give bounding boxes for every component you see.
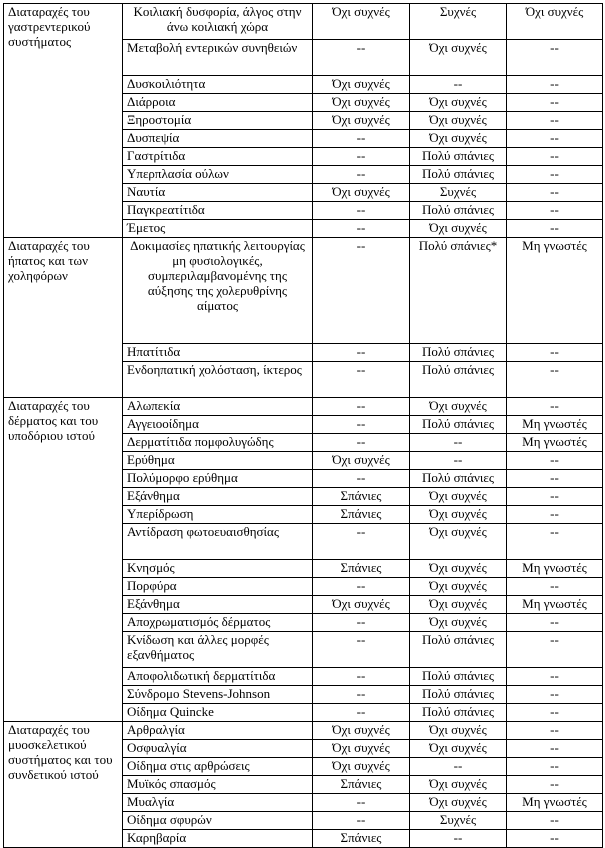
- organ-class-cell: Διαταραχές του μυοσκελετικού συστήματος και του συνδετικού ιστού: [4, 722, 123, 848]
- frequency-cell-col2: Όχι συχνές: [313, 758, 410, 776]
- adverse-reaction-cell: Οίδημα σφυρών: [123, 812, 313, 830]
- frequency-cell-col4: --: [507, 812, 603, 830]
- frequency-cell-col4: --: [507, 614, 603, 632]
- frequency-cell-col2: Όχι συχνές: [313, 112, 410, 130]
- frequency-cell-col3: --: [410, 76, 507, 94]
- frequency-cell-col3: Πολύ σπάνιες: [410, 632, 507, 668]
- adverse-reaction-cell: Ηπατίτιδα: [123, 344, 313, 362]
- frequency-cell-col3: Όχι συχνές: [410, 524, 507, 560]
- frequency-cell-col2: --: [313, 668, 410, 686]
- frequency-cell-col4: --: [507, 398, 603, 416]
- adverse-reaction-cell: Οίδημα Quincke: [123, 704, 313, 722]
- adverse-reaction-cell: Ξηροστομία: [123, 112, 313, 130]
- adverse-reaction-cell: Πολύμορφο ερύθημα: [123, 470, 313, 488]
- frequency-cell-col4: --: [507, 578, 603, 596]
- frequency-cell-col4: --: [507, 202, 603, 220]
- frequency-cell-col3: Συχνές: [410, 184, 507, 202]
- adverse-reaction-cell: Οίδημα στις αρθρώσεις: [123, 758, 313, 776]
- frequency-cell-col3: Πολύ σπάνιες: [410, 686, 507, 704]
- frequency-cell-col4: --: [507, 686, 603, 704]
- frequency-cell-col4: --: [507, 830, 603, 848]
- frequency-cell-col4: Όχι συχνές: [507, 4, 603, 40]
- frequency-cell-col3: Όχι συχνές: [410, 40, 507, 76]
- organ-class-cell: Διαταραχές του γαστρεντερικού συστήματος: [4, 4, 123, 238]
- adverse-reaction-cell: Κνίδωση και άλλες μορφές εξανθήματος: [123, 632, 313, 668]
- frequency-cell-col4: --: [507, 40, 603, 76]
- frequency-cell-col2: --: [313, 812, 410, 830]
- frequency-cell-col3: --: [410, 830, 507, 848]
- adverse-reaction-cell: Δοκιμασίες ηπατικής λειτουργίας μη φυσιολογικές, συμπεριλαμβανομένης της αύξησης της χολερυθρίνης αίματος: [123, 238, 313, 344]
- frequency-cell-col4: --: [507, 166, 603, 184]
- frequency-cell-col2: --: [313, 344, 410, 362]
- frequency-cell-col3: --: [410, 434, 507, 452]
- frequency-cell-col3: Συχνές: [410, 4, 507, 40]
- adverse-reaction-cell: Γαστρίτιδα: [123, 148, 313, 166]
- organ-class-cell: Διαταραχές του ήπατος και των χοληφόρων: [4, 238, 123, 398]
- frequency-cell-col4: Μη γνωστές: [507, 794, 603, 812]
- frequency-cell-col3: Όχι συχνές: [410, 578, 507, 596]
- frequency-cell-col4: --: [507, 668, 603, 686]
- adverse-reaction-cell: Αλωπεκία: [123, 398, 313, 416]
- adverse-reaction-cell: Κοιλιακή δυσφορία, άλγος στην άνω κοιλιακή χώρα: [123, 4, 313, 40]
- adverse-reaction-cell: Διάρροια: [123, 94, 313, 112]
- frequency-cell-col3: Συχνές: [410, 812, 507, 830]
- frequency-cell-col4: --: [507, 470, 603, 488]
- frequency-cell-col2: --: [313, 614, 410, 632]
- adverse-reaction-cell: Εξάνθημα: [123, 596, 313, 614]
- frequency-cell-col3: Όχι συχνές: [410, 112, 507, 130]
- table-row: [4, 398, 603, 416]
- frequency-cell-col4: --: [507, 452, 603, 470]
- adverse-reaction-cell: Οσφυαλγία: [123, 740, 313, 758]
- frequency-cell-col3: Όχι συχνές: [410, 740, 507, 758]
- adverse-reaction-cell: Μυαλγία: [123, 794, 313, 812]
- frequency-cell-col2: --: [313, 704, 410, 722]
- frequency-cell-col2: Όχι συχνές: [313, 4, 410, 40]
- frequency-cell-col4: --: [507, 130, 603, 148]
- adverse-reaction-cell: Σύνδρομο Stevens-Johnson: [123, 686, 313, 704]
- frequency-cell-col4: --: [507, 704, 603, 722]
- adverse-reaction-cell: Παγκρεατίτιδα: [123, 202, 313, 220]
- frequency-cell-col3: Πολύ σπάνιες: [410, 416, 507, 434]
- frequency-cell-col2: Όχι συχνές: [313, 94, 410, 112]
- frequency-cell-col2: --: [313, 794, 410, 812]
- frequency-cell-col2: Όχι συχνές: [313, 76, 410, 94]
- frequency-cell-col3: Πολύ σπάνιες: [410, 148, 507, 166]
- frequency-cell-col3: Πολύ σπάνιες: [410, 344, 507, 362]
- frequency-cell-col2: --: [313, 362, 410, 398]
- adverse-reaction-cell: Μυϊκός σπασμός: [123, 776, 313, 794]
- adverse-reaction-cell: Ενδοηπατική χολόσταση, ίκτερος: [123, 362, 313, 398]
- frequency-cell-col2: --: [313, 238, 410, 344]
- adverse-reaction-cell: Δερματίτιδα πομφολυγώδης: [123, 434, 313, 452]
- frequency-cell-col4: --: [507, 112, 603, 130]
- frequency-cell-col2: --: [313, 148, 410, 166]
- adverse-reaction-cell: Ερύθημα: [123, 452, 313, 470]
- frequency-cell-col3: Πολύ σπάνιες*: [410, 238, 507, 344]
- frequency-cell-col3: Πολύ σπάνιες: [410, 202, 507, 220]
- adverse-reaction-cell: Καρηβαρία: [123, 830, 313, 848]
- frequency-cell-col4: Μη γνωστές: [507, 560, 603, 578]
- adverse-reaction-cell: Κνησμός: [123, 560, 313, 578]
- table-row: [4, 238, 603, 344]
- table-row: [4, 4, 603, 40]
- frequency-cell-col2: Όχι συχνές: [313, 740, 410, 758]
- table-body: [4, 4, 603, 848]
- frequency-cell-col4: Μη γνωστές: [507, 416, 603, 434]
- frequency-cell-col3: Όχι συχνές: [410, 560, 507, 578]
- frequency-cell-col3: Πολύ σπάνιες: [410, 166, 507, 184]
- frequency-cell-col4: --: [507, 362, 603, 398]
- frequency-cell-col2: Όχι συχνές: [313, 722, 410, 740]
- frequency-cell-col2: Σπάνιες: [313, 560, 410, 578]
- frequency-cell-col2: Όχι συχνές: [313, 452, 410, 470]
- frequency-cell-col2: --: [313, 416, 410, 434]
- frequency-cell-col2: --: [313, 632, 410, 668]
- frequency-cell-col3: Όχι συχνές: [410, 220, 507, 238]
- adverse-reaction-cell: Δυσπεψία: [123, 130, 313, 148]
- frequency-cell-col4: --: [507, 740, 603, 758]
- frequency-cell-col4: --: [507, 184, 603, 202]
- frequency-cell-col2: --: [313, 470, 410, 488]
- frequency-cell-col3: Πολύ σπάνιες: [410, 362, 507, 398]
- frequency-cell-col3: Πολύ σπάνιες: [410, 470, 507, 488]
- adverse-reaction-cell: Αρθραλγία: [123, 722, 313, 740]
- frequency-cell-col3: Όχι συχνές: [410, 776, 507, 794]
- frequency-cell-col4: --: [507, 722, 603, 740]
- frequency-cell-col3: Όχι συχνές: [410, 596, 507, 614]
- frequency-cell-col4: --: [507, 506, 603, 524]
- frequency-cell-col4: --: [507, 524, 603, 560]
- frequency-cell-col2: --: [313, 398, 410, 416]
- organ-class-cell: Διαταραχές του δέρματος και του υποδόριου ιστού: [4, 398, 123, 722]
- frequency-cell-col3: Όχι συχνές: [410, 614, 507, 632]
- frequency-cell-col4: --: [507, 76, 603, 94]
- frequency-cell-col4: Μη γνωστές: [507, 238, 603, 344]
- frequency-cell-col3: Όχι συχνές: [410, 398, 507, 416]
- frequency-cell-col2: Σπάνιες: [313, 776, 410, 794]
- frequency-cell-col4: --: [507, 632, 603, 668]
- frequency-cell-col3: Όχι συχνές: [410, 488, 507, 506]
- frequency-cell-col4: Μη γνωστές: [507, 596, 603, 614]
- adverse-reaction-cell: Αποφολιδωτική δερματίτιδα: [123, 668, 313, 686]
- frequency-cell-col4: --: [507, 148, 603, 166]
- adverse-reaction-cell: Εξάνθημα: [123, 488, 313, 506]
- adverse-reaction-cell: Υπερίδρωση: [123, 506, 313, 524]
- frequency-cell-col2: Όχι συχνές: [313, 184, 410, 202]
- frequency-cell-col4: --: [507, 758, 603, 776]
- frequency-cell-col2: Σπάνιες: [313, 506, 410, 524]
- frequency-cell-col2: --: [313, 166, 410, 184]
- frequency-cell-col2: Όχι συχνές: [313, 596, 410, 614]
- frequency-cell-col2: --: [313, 130, 410, 148]
- frequency-cell-col4: Μη γνωστές: [507, 434, 603, 452]
- frequency-cell-col3: Πολύ σπάνιες: [410, 668, 507, 686]
- frequency-cell-col2: --: [313, 434, 410, 452]
- frequency-cell-col3: Όχι συχνές: [410, 722, 507, 740]
- frequency-cell-col2: Σπάνιες: [313, 830, 410, 848]
- adverse-reactions-table: [3, 3, 603, 848]
- adverse-reaction-cell: Πορφύρα: [123, 578, 313, 596]
- adverse-reaction-cell: Αποχρωματισμός δέρματος: [123, 614, 313, 632]
- frequency-cell-col2: --: [313, 524, 410, 560]
- frequency-cell-col4: --: [507, 344, 603, 362]
- frequency-cell-col4: --: [507, 94, 603, 112]
- adverse-reaction-cell: Αγγειοοίδημα: [123, 416, 313, 434]
- adverse-reaction-cell: Δυσκοιλιότητα: [123, 76, 313, 94]
- frequency-cell-col4: --: [507, 220, 603, 238]
- frequency-cell-col3: --: [410, 452, 507, 470]
- frequency-cell-col3: Όχι συχνές: [410, 794, 507, 812]
- frequency-cell-col3: Πολύ σπάνιες: [410, 704, 507, 722]
- frequency-cell-col3: Όχι συχνές: [410, 94, 507, 112]
- frequency-cell-col4: --: [507, 776, 603, 794]
- frequency-cell-col3: Όχι συχνές: [410, 506, 507, 524]
- frequency-cell-col2: --: [313, 686, 410, 704]
- table-row: [4, 722, 603, 740]
- frequency-cell-col4: --: [507, 488, 603, 506]
- frequency-cell-col2: --: [313, 202, 410, 220]
- frequency-cell-col2: Σπάνιες: [313, 488, 410, 506]
- adverse-reaction-cell: Ναυτία: [123, 184, 313, 202]
- adverse-reaction-cell: Υπερπλασία ούλων: [123, 166, 313, 184]
- adverse-reaction-cell: Έμετος: [123, 220, 313, 238]
- frequency-cell-col3: Όχι συχνές: [410, 130, 507, 148]
- frequency-cell-col2: --: [313, 220, 410, 238]
- frequency-cell-col2: --: [313, 578, 410, 596]
- frequency-cell-col3: --: [410, 758, 507, 776]
- adverse-reaction-cell: Μεταβολή εντερικών συνηθειών: [123, 40, 313, 76]
- frequency-cell-col2: --: [313, 40, 410, 76]
- adverse-reaction-cell: Αντίδραση φωτοευαισθησίας: [123, 524, 313, 560]
